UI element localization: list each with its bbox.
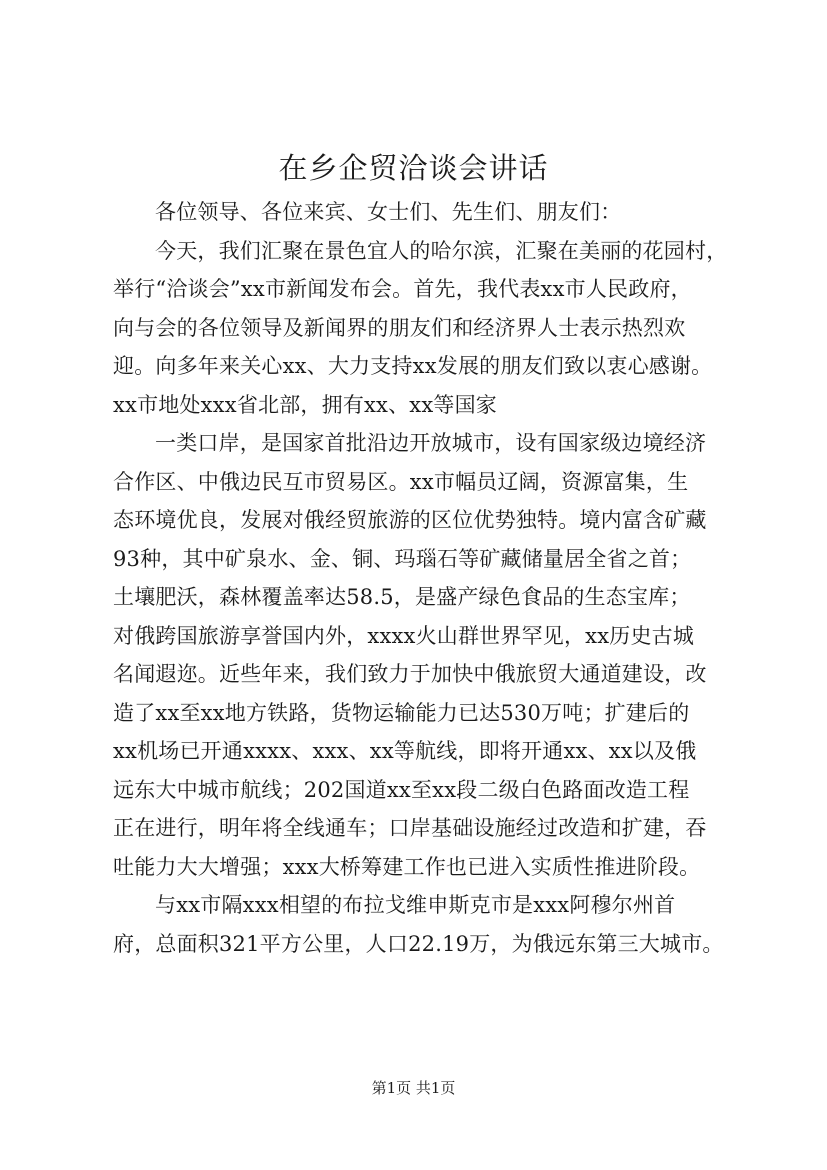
paragraph-line: 今天，我们汇聚在景色宜人的哈尔滨，汇聚在美丽的花园村，	[155, 238, 728, 263]
paragraph-line: 合作区、中俄边民互市贸易区。xx市幅员辽阔，资源富集，生	[113, 469, 689, 494]
paragraph-line: 吐能力大大增强；xxx大桥筹建工作也已进入实质性推进阶段。	[113, 854, 701, 879]
document-title: 在乡企贸洽谈会讲话	[278, 151, 549, 185]
paragraph-line: 正在进行，明年将全线通车；口岸基础设施经过改造和扩建，吞	[113, 816, 707, 840]
paragraph-line: xx机场已开通xxxx、xxx、xx等航线，即将开通xx、xx以及俄	[113, 739, 697, 763]
paragraph-line: xx市地处xxx省北部，拥有xx、xx等国家	[113, 392, 497, 417]
paragraph-line: 93种，其中矿泉水、金、铜、玛瑙石等矿藏储量居全省之首；	[113, 546, 692, 571]
paragraph-line: 土壤肥沃，森林覆盖率达58.5，是盛产绿色食品的生态宝库；	[113, 585, 691, 609]
paragraph-line: 迎。向多年来关心xx、大力支持xx发展的朋友们致以衷心感谢。	[113, 354, 713, 378]
paragraph-line: 向与会的各位领导及新闻界的朋友们和经济界人士表示热烈欢	[113, 315, 686, 340]
paragraph-line: 远东大中城市航线；202国道xx至xx段二级白色路面改造工程	[113, 777, 690, 802]
paragraph-line: 一类口岸，是国家首批沿边开放城市，设有国家级边境经济	[155, 431, 707, 455]
page-footer: 第1页 共1页	[371, 1079, 456, 1097]
paragraph-line: 举行“洽谈会”xx市新闻发布会。首先，我代表xx市人民政府，	[113, 277, 692, 301]
paragraph-line: 与xx市隔xxx相望的布拉戈维申斯克市是xxx阿穆尔州首	[155, 893, 676, 917]
paragraph-line: 造了xx至xx地方铁路，货物运输能力已达530万吨；扩建后的	[113, 700, 690, 725]
document-body	[113, 193, 740, 963]
paragraph-line: 名闻遐迩。近些年来，我们致力于加快中俄旅贸大通道建设，改	[113, 662, 707, 686]
paragraph-line: 对俄跨国旅游享誉国内外，xxxx火山群世界罕见，xx历史古城	[113, 623, 695, 648]
paragraph-line: 府，总面积321平方公里，人口22.19万，为俄远东第三大城市。	[113, 931, 724, 956]
salutation-line: 各位领导、各位来宾、女士们、先生们、朋友们：	[155, 200, 622, 224]
paragraph-line: 态环境优良，发展对俄经贸旅游的区位优势独特。境内富含矿藏	[113, 508, 707, 532]
